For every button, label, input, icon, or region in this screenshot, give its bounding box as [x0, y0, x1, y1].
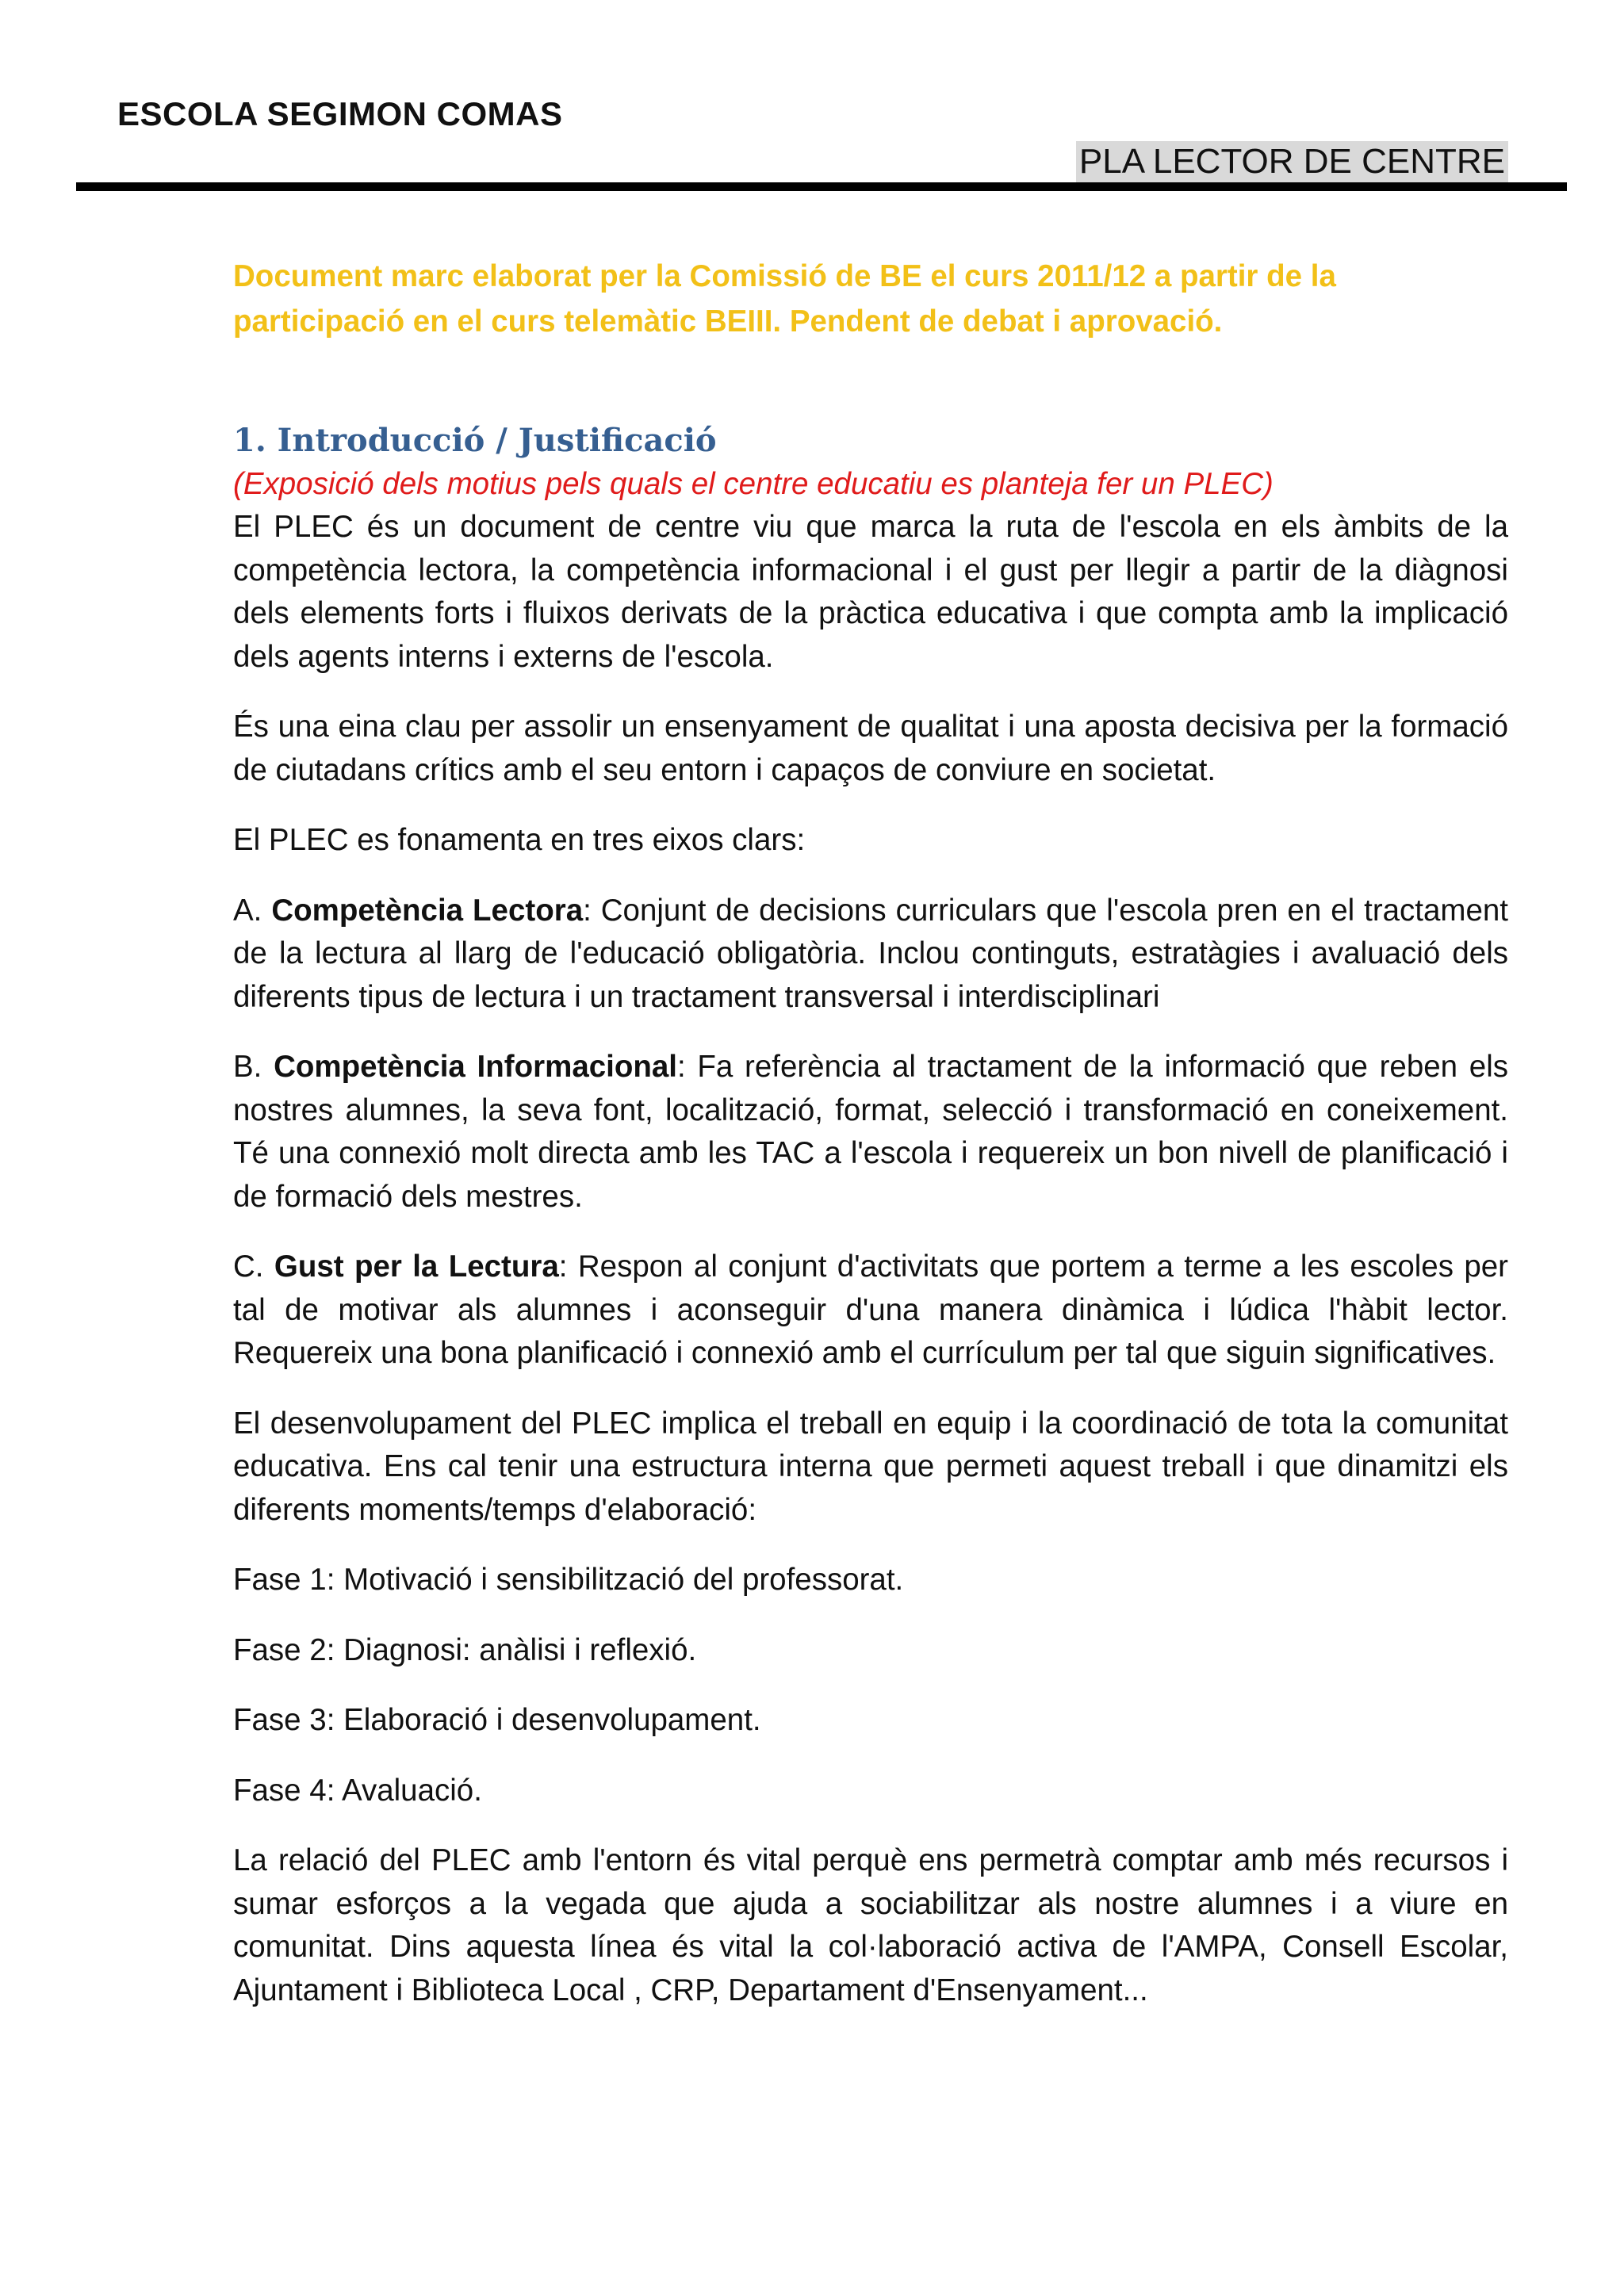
axis-c-paragraph: [233, 1246, 1508, 1376]
section-heading: 1. Introducció / Justificació: [233, 422, 717, 459]
axis-a-paragraph: [233, 890, 1508, 1020]
paragraph-intro: El PLEC és un document de centre viu que marca la ruta de l'escola en els àmbits de la competència lectora, la competència informacional i el gust per llegir a partir de la diàgnosi dels elements forts i fluixos derivats de la pràctica educativa i que compta amb la implicació dels agents interns i externs de l'escola.: [233, 510, 1508, 674]
phase-3: Fase 3: Elaboració i desenvolupament.: [233, 1703, 761, 1737]
axis-b-title: Competència Informacional: [274, 1050, 677, 1084]
axis-b-prefix: B.: [233, 1050, 274, 1084]
phase-2: Fase 2: Diagnosi: anàlisi i reflexió.: [233, 1632, 697, 1667]
axis-b-text: : Fa referència al tractament de la informació que reben els nostres alumnes, la seva font, localització, format, selecció i transformació en coneixement. Té una connexió molt directa amb les TAC a l'escola i requereix un bon nivell de planificació i de formació dels mestres.: [233, 1050, 1508, 1214]
axis-a-title: Competència Lectora: [271, 893, 584, 928]
section-subtitle: (Exposició dels motius pels quals el centre educatiu es planteja fer un PLEC): [233, 467, 1274, 501]
axis-b-paragraph: [233, 1046, 1508, 1219]
paragraph-axes-intro: El PLEC es fonamenta en tres eixos clars:: [233, 823, 806, 857]
paragraph-development: El desenvolupament del PLEC implica el treball en equip i la coordinació de tota la comunitat educativa. Ens cal tenir una estructura interna que permeti aquest treball i que dinamitzi els diferents moments/temps d'elaboració:: [233, 1406, 1508, 1527]
document-title: PLA LECTOR DE CENTRE: [1076, 141, 1508, 182]
axis-a-prefix: A.: [233, 893, 272, 928]
phase-1: Fase 1: Motivació i sensibilització del professorat.: [233, 1563, 904, 1597]
draft-notice: Document marc elaborat per la Comissió de BE el curs 2011/12 a partir de la participació en el curs telemàtic BEIII. Pendent de debat i aprovació.: [233, 259, 1336, 339]
document-body: [233, 254, 1508, 2039]
paragraph-environment: La relació del PLEC amb l'entorn és vital perquè ens permetrà comptar amb més recursos i sumar esforços a la vegada que ajuda a sociabilitzar als nostre alumnes i a viure en comunitat. Dins aquesta línea és vital la col·laboració activa de l'AMPA, Consell Escolar, Ajuntament i Biblioteca Local , CRP, Departament d'Ensenyament...: [233, 1843, 1508, 2007]
axis-c-title: Gust per la Lectura: [274, 1249, 559, 1284]
paragraph-tool: És una eina clau per assolir un ensenyament de qualitat i una aposta decisiva per la formació de ciutadans crítics amb el seu entorn i capaços de conviure en societat.: [233, 710, 1508, 787]
axis-c-prefix: C.: [233, 1249, 274, 1284]
axis-a-text: : Conjunt de decisions curriculars que l'escola pren en el tractament de la lectura al llarg de l'educació obligatòria. Inclou continguts, estratàgies i avaluació dels diferents tipus de lectura i un tractament transversal i interdisciplinari: [233, 893, 1508, 1014]
phase-4: Fase 4: Avaluació.: [233, 1773, 482, 1808]
axis-c-text: : Respon al conjunt d'activitats que portem a terme a les escoles per tal de motivar als alumnes i aconseguir d'una manera dinàmica i lúdica l'hàbit lector. Requereix una bona planificació i connexió amb el currículum per tal que siguin significatives.: [233, 1249, 1508, 1370]
school-name: ESCOLA SEGIMON COMAS: [117, 95, 563, 132]
header-divider: [76, 182, 1567, 191]
